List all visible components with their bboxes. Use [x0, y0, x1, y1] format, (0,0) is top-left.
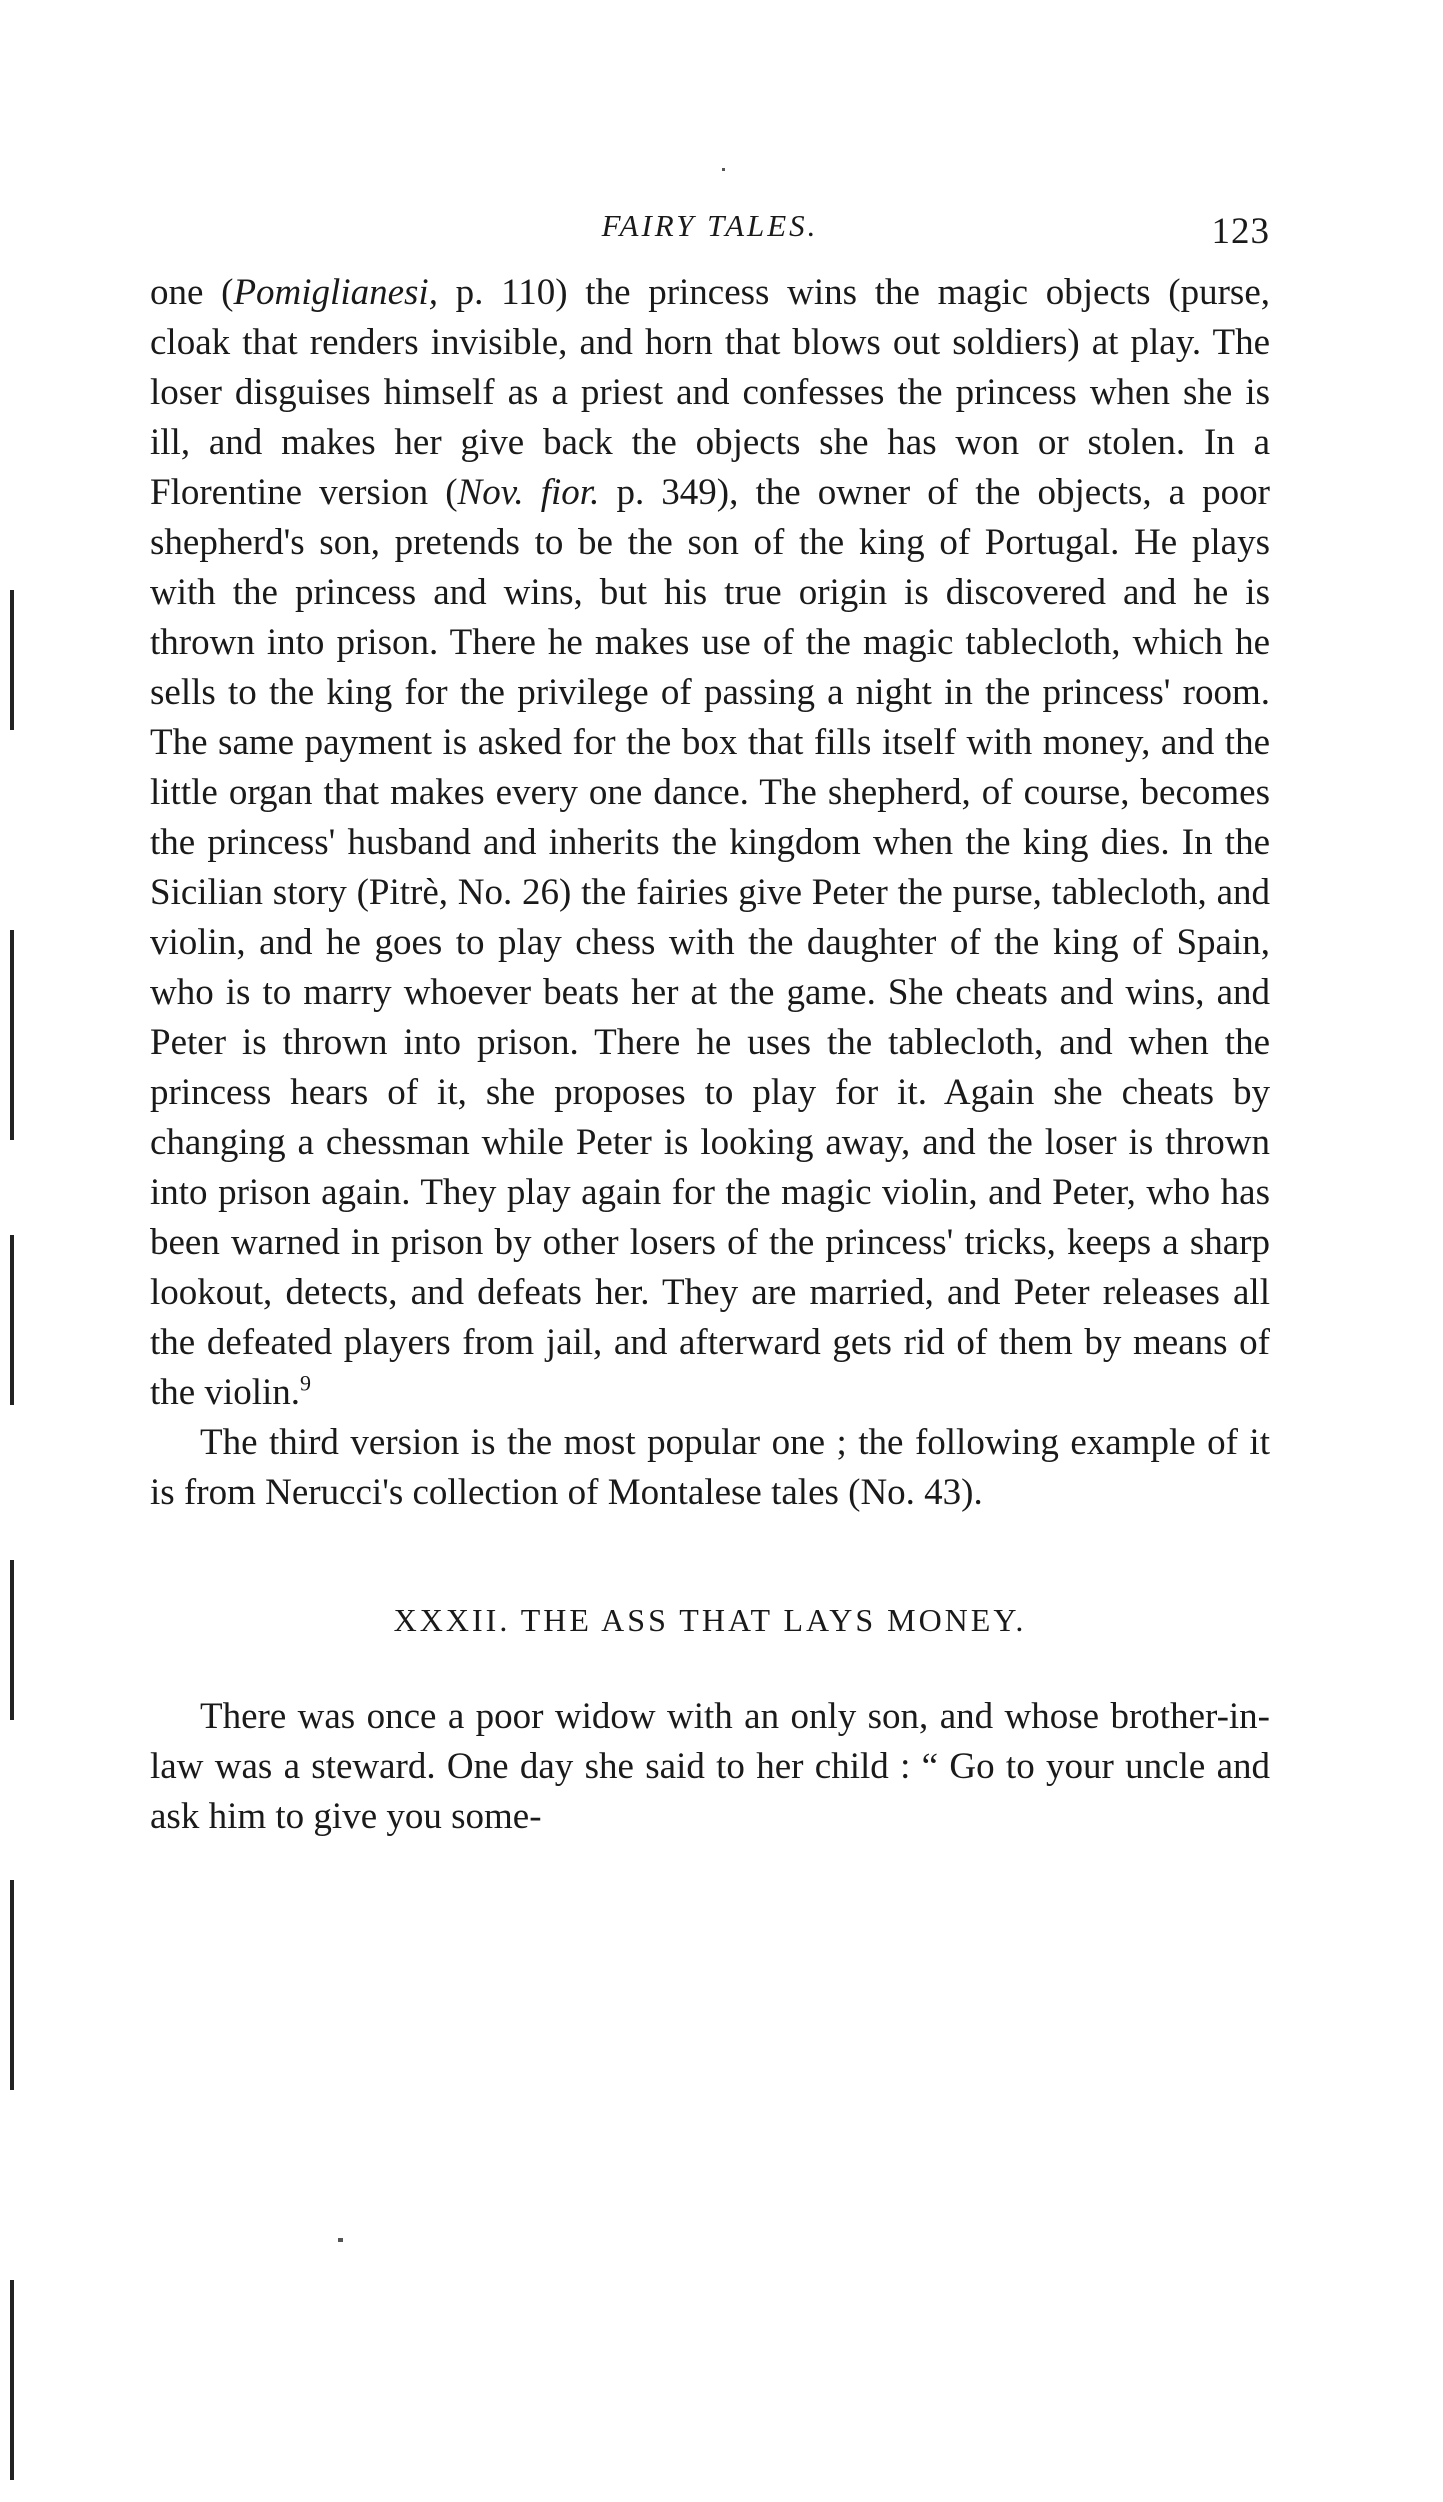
scan-speck	[722, 168, 725, 171]
para-text: p. 349), the owner of the objects, a poor shepherd's son, pretends to be the son of the king of Portugal. He plays with the princess and wins, but his true origin is discovered and he is thrown into prison. There he makes use of the magic tablecloth, which he sells to the king for the privilege of passing a night in the princess' room. The same payment is asked for the box that fills itself with money, and the little organ that makes every one dance. The shepherd, of course, becomes the princess' husband and inherits the kingdom when the king dies. In the Sicilian story (Pitrè, No. 26) the fairies give Peter the purse, tablecloth, and violin, and he goes to play chess with the daughter of the king of Spain, who is to marry whoever beats her at the game. She cheats and wins, and Peter is thrown into prison. There he uses the tablecloth, and when the princess hears of it, she proposes to play for it. Again she cheats by changing a chessman while Peter is looking away, and the loser is thrown into prison again. They play again for the magic violin, and Peter, who has been warned in prison by other losers of the princess' tricks, keeps a sharp lookout, detects, and defeats her. They are married, and Peter releases all the defeated players from jail, and afterward gets rid of them by means of the violin.	[150, 472, 1271, 1413]
running-head	[150, 208, 1270, 258]
paragraph-continuation	[150, 268, 1270, 1418]
text-block	[150, 268, 1270, 1842]
scan-speck	[338, 2238, 343, 2242]
scan-margin-mark	[10, 1235, 14, 1405]
chapter-heading: XXXII. THE ASS THAT LAYS MONEY.	[393, 1602, 1027, 1638]
scan-margin-mark	[10, 1880, 14, 2090]
paragraph-version-note: The third version is the most popular one ; the following example of it is from Nerucci's collection of Montalese tales (No. 43).	[150, 1422, 1270, 1513]
scan-margin-mark	[10, 590, 14, 730]
footnote-marker: 9	[300, 1370, 312, 1396]
scan-margin-mark	[10, 1560, 14, 1720]
citation-title: Nov. fior.	[457, 472, 600, 513]
para-text: p. 110) the princess wins the magic objects (purse, cloak that renders invisible, and horn that blows out soldiers) at play. The loser disguises himself as a priest and confesses the princess when she is ill, and makes her give back the objects she has won or stolen. In a Florentine version (	[150, 272, 1270, 513]
paragraph-story-opening: There was once a poor widow with an only son, and whose brother-in-law was a steward. One day she said to her child : “ Go to your uncle and ask him to give you some-	[150, 1696, 1270, 1837]
para-text: one (	[150, 272, 234, 313]
page-number: 123	[1211, 211, 1270, 252]
running-title: FAIRY TALES.	[601, 208, 819, 243]
scan-margin-mark	[10, 930, 14, 1140]
scan-margin-mark	[10, 2280, 14, 2480]
citation-title: Pomiglianesi,	[233, 272, 438, 313]
